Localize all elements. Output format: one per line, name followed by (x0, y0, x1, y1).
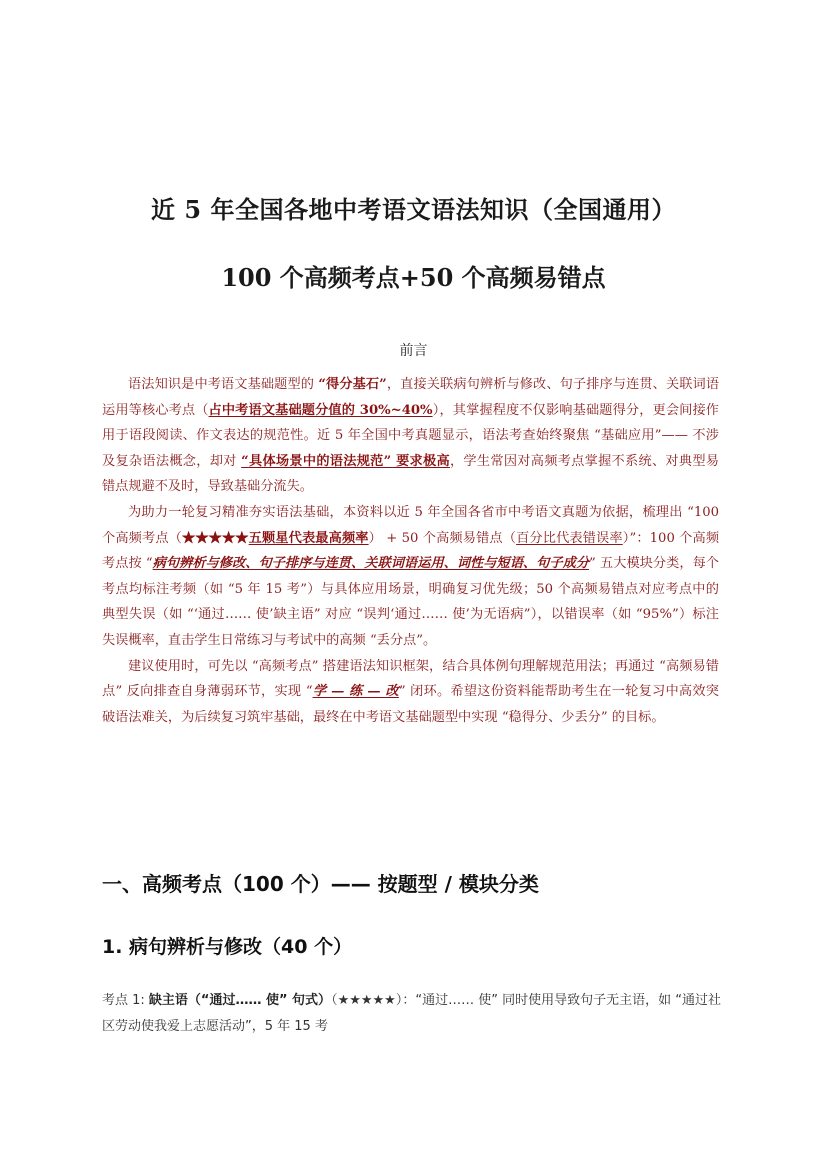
p2-text-d: ） + 50 个高频易错点（ (368, 530, 517, 546)
document-title: 近 5 年全国各地中考语文语法知识（全国通用） (151, 195, 676, 224)
preface-paragraph-2 (102, 500, 719, 654)
p1-text-e: ），其掌握程度不仅影响基础题得分，更会间接作用于语段阅读、作文表达的规范性。近 5 年全国中考真题显示，语法考查始终聚焦 “基础应用”—— 不涉及复杂语法概念，却对 (102, 402, 719, 469)
point-title: 缺主语（“通过…… 使” 句式） (148, 993, 332, 1008)
document-subtitle: 100 个高频考点+50 个高频易错点 (221, 263, 606, 292)
p3-text-a: 建议使用时，可先以 “高频考点” 搭建语法知识框架，结合具体例句理解规范用法；再通过 “高频易错点” 反向排查自身薄弱环节，实现 “ (102, 658, 719, 700)
p3-emphasis-loop: 学 — 练 — 改 (312, 684, 399, 700)
p1-text-a: 语法知识是中考语文基础题型的 (128, 377, 319, 392)
preface-body (102, 372, 719, 730)
p2-emphasis-error-rate: 百分比代表错误率 (516, 530, 623, 546)
p2-text-h: ” 五大模块分类，每个考点均标注考频（如 “5 年 15 考”）与具体应用场景，明确复习优先级；50 个高频易错点对应考点中的典型失误（如 “‘通过…… 使’缺主语” 对应 “误判‘通过…… 使’为无语病”），以错误率（如 “95%”）标注失误概率，直击学生日常练习与考试中的高频 “丢分点”。 (102, 556, 719, 648)
p1-emphasis-scenario: “具体场景中的语法规范” 要求极高 (241, 453, 450, 469)
p1-emphasis-score-share: 占中考语文基础题分值的 30%~40% (208, 402, 433, 418)
point-star-rating: （★★★★★） (331, 993, 403, 1008)
section-heading: 一、高频考点（100 个）—— 按题型 / 模块分类 (102, 872, 539, 896)
preface-paragraph-1 (102, 372, 719, 500)
p2-emphasis-modules: 病句辨析与修改、句子排序与连贯、关联词语运用、词性与短语、句子成分 (152, 556, 590, 572)
p2-text-a: 为助力一轮复习精准夯实语法基础，本资料以近 5 年全国各省市中考语文真题为依据，梳理出 “100 个高频考点（ (102, 504, 719, 546)
p2-emphasis-star-meaning: 五颗星代表最高频率 (248, 530, 369, 546)
point-number: 考点 1: (102, 993, 149, 1008)
five-star-rating: ★★★★★ (181, 530, 249, 546)
p1-text-c: ，直接关联病句辨析与修改、句子排序与连贯、关联词语运用等核心考点（ (102, 377, 720, 418)
point-description: ：“通过…… 使” 同时使用导致句子无主语，如 “通过社区劳动使我爱上志愿活动”，5 年 15 考 (102, 993, 721, 1034)
preface-paragraph-3 (102, 654, 719, 731)
p1-text-g: ，学生常因对高频考点掌握不系统、对典型易错点规避不及时，导致基础分流失。 (102, 453, 719, 495)
p1-emphasis-score-base: “得分基石” (318, 377, 387, 392)
preface-heading: 前言 (399, 343, 428, 359)
p3-text-c: ” 闭环。希望这份资料能帮助考生在一轮复习中高效突破语法难关，为后续复习筑牢基础，最终在中考语文基础题型中实现 “稳得分、少丢分” 的目标。 (102, 684, 719, 725)
p2-text-f: ）”：100 个高频考点按 “ (102, 530, 720, 572)
exam-point-1 (102, 988, 722, 1040)
subsection-heading: 1. 病句辨析与修改（40 个） (102, 936, 353, 958)
